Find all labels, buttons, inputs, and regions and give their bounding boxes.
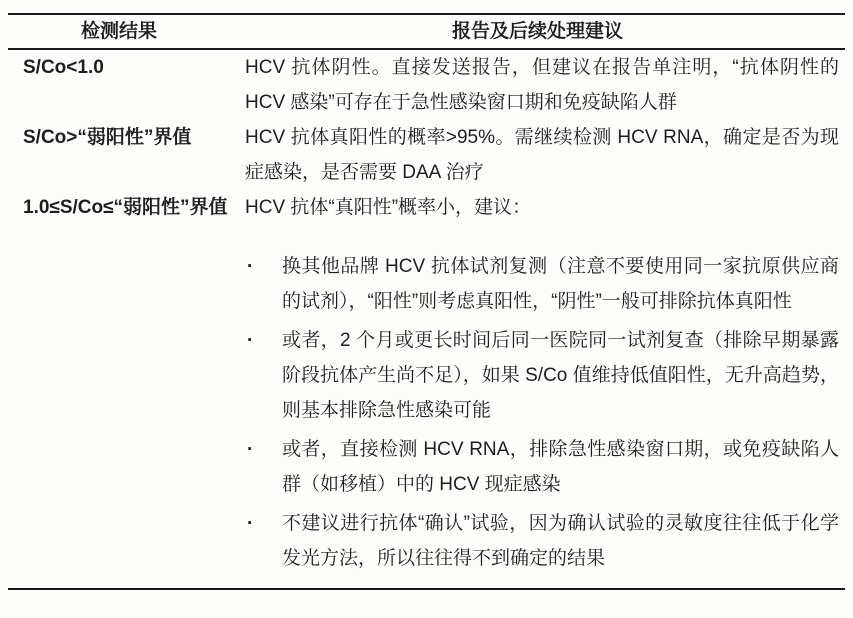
advice-cell-negative [230, 50, 845, 120]
hcv-result-table [8, 13, 845, 590]
header-cell-result: 检测结果 [80, 21, 157, 42]
advice-text: HCV 抗体真阳性的概率>95%。需继续检测 HCV RNA，确定是否为现症感染，是否需要 DAA 治疗 [245, 127, 839, 183]
list-item [245, 506, 839, 576]
advice-text: HCV 抗体“真阳性”概率小，建议： [245, 197, 532, 218]
table-row [8, 120, 845, 190]
table-body [8, 50, 845, 588]
list-item [245, 432, 839, 502]
result-cell-weak-positive: 1.0≤S/Co≤“弱阳性”界值 [23, 197, 228, 218]
table-row [8, 50, 845, 120]
list-item-text: 不建议进行抗体“确认”试验，因为确认试验的灵敏度往往低于化学发光方法，所以往往得不到确定的结果 [282, 513, 839, 569]
result-cell-strong-positive: S/Co>“弱阳性”界值 [23, 127, 192, 148]
bullet-dot-icon: · [247, 439, 254, 460]
header-cell-advice: 报告及后续处理建议 [451, 21, 623, 42]
list-item-text: 换其他品牌 HCV 抗体试剂复测（注意不要使用同一家抗原供应商的试剂），“阳性”则考虑真阳性，“阴性”一般可排除抗体真阳性 [282, 256, 839, 312]
advice-text: HCV 抗体阴性。直接发送报告，但建议在报告单注明，“抗体阴性的 HCV 感染”可存在于急性感染窗口期和免疫缺陷人群 [245, 57, 839, 113]
recommendation-list [245, 249, 839, 576]
table-row [8, 190, 845, 576]
list-item [245, 323, 839, 428]
advice-cell-strong-positive [230, 120, 845, 190]
table-header-row [8, 15, 845, 50]
bullet-dot-icon: · [247, 256, 254, 277]
bullet-dot-icon: · [247, 330, 254, 351]
list-item-text: 或者，2 个月或更长时间后同一医院同一试剂复查（排除早期暴露阶段抗体产生尚不足），如果 S/Co 值维持低值阳性，无升高趋势，则基本排除急性感染可能 [282, 330, 839, 421]
list-item-text: 或者，直接检测 HCV RNA，排除急性感染窗口期，或免疫缺陷人群（如移植）中的 HCV 现症感染 [282, 439, 839, 495]
list-item [245, 249, 839, 319]
result-cell-negative: S/Co<1.0 [23, 57, 104, 78]
bullet-dot-icon: · [247, 513, 254, 534]
advice-cell-weak-positive [230, 190, 845, 576]
